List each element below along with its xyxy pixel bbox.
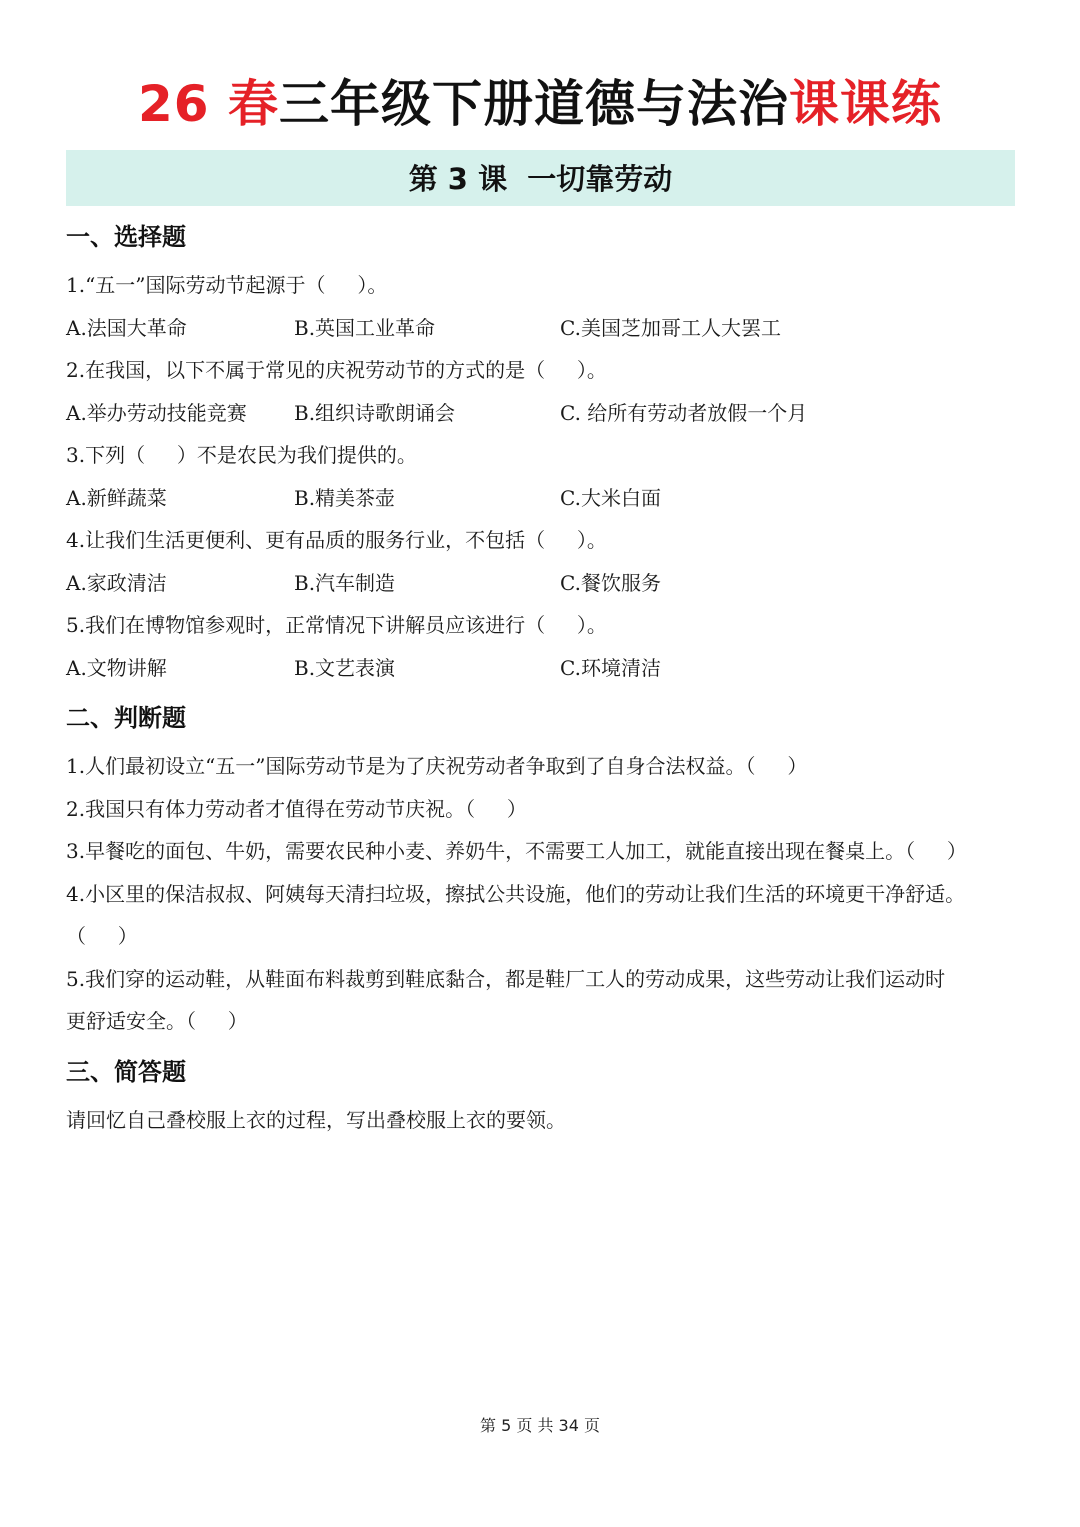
question-options (66, 653, 1026, 683)
judgement-line: （ ） (66, 924, 138, 948)
option-b: B.精美茶壶 (294, 486, 396, 510)
option-c: C. 给所有劳动者放假一个月 (560, 401, 808, 425)
judgement-line: 1.人们最初设立“五一”国际劳动节是为了庆祝劳动者争取到了自身合法权益。（ ） (66, 754, 808, 778)
short-answer-prompt: 请回忆自己叠校服上衣的过程，写出叠校服上衣的要领。 (66, 1108, 566, 1132)
judgement-line: 5.我们穿的运动鞋，从鞋面布料裁剪到鞋底黏合，都是鞋厂工人的劳动成果，这些劳动让我们运动时 (66, 967, 946, 991)
judgement-line: 4.小区里的保洁叔叔、阿姨每天清扫垃圾，擦拭公共设施，他们的劳动让我们生活的环境更干净舒适。 (66, 882, 966, 906)
question-options (66, 568, 1026, 598)
option-b: B.文艺表演 (294, 656, 396, 680)
option-a: A.新鲜蔬菜 (66, 486, 167, 510)
option-c: C.美国芝加哥工人大罢工 (560, 316, 781, 340)
option-a: A.举办劳动技能竞赛 (66, 401, 247, 425)
page-title (0, 72, 1080, 136)
title-main: 三年级下册道德与法治 (279, 75, 789, 133)
question-stem: 5.我们在博物馆参观时，正常情况下讲解员应该进行（ ）。 (66, 613, 607, 637)
page-number: 第 5 页 共 34 页 (480, 1416, 600, 1435)
judgement-line: 更舒适安全。（ ） (66, 1009, 248, 1033)
option-a: A.法国大革命 (66, 316, 187, 340)
question-stem: 4.让我们生活更便利、更有品质的服务行业，不包括（ ）。 (66, 528, 607, 552)
option-c: C.大米白面 (560, 486, 661, 510)
option-c: C.餐饮服务 (560, 571, 661, 595)
question-options (66, 313, 1026, 343)
option-a: A.家政清洁 (66, 571, 167, 595)
question-options (66, 398, 1026, 428)
question-stem: 1.“五一”国际劳动节起源于（ ）。 (66, 273, 388, 297)
section-heading-short-answer: 三、简答题 (66, 1058, 186, 1086)
option-b: B.英国工业革命 (294, 316, 436, 340)
title-prefix: 26 春 (138, 75, 279, 133)
judgement-line: 2.我国只有体力劳动者才值得在劳动节庆祝。（ ） (66, 797, 527, 821)
question-stem: 2.在我国，以下不属于常见的庆祝劳动节的方式的是（ ）。 (66, 358, 607, 382)
option-b: B.汽车制造 (294, 571, 396, 595)
judgement-line: 3.早餐吃的面包、牛奶，需要农民种小麦、养奶牛，不需要工人加工，就能直接出现在餐桌上。（ ） (66, 839, 967, 863)
title-suffix: 课课练 (789, 75, 942, 133)
question-stem: 3.下列（ ）不是农民为我们提供的。 (66, 443, 417, 467)
question-options (66, 483, 1026, 513)
option-c: C.环境清洁 (560, 656, 661, 680)
option-a: A.文物讲解 (66, 656, 167, 680)
option-b: B.组织诗歌朗诵会 (294, 401, 456, 425)
lesson-title-bar: 第 3 课 一切靠劳动 (66, 150, 1015, 206)
section-heading-choice: 一、选择题 (66, 223, 186, 251)
section-heading-judgement: 二、判断题 (66, 704, 186, 732)
